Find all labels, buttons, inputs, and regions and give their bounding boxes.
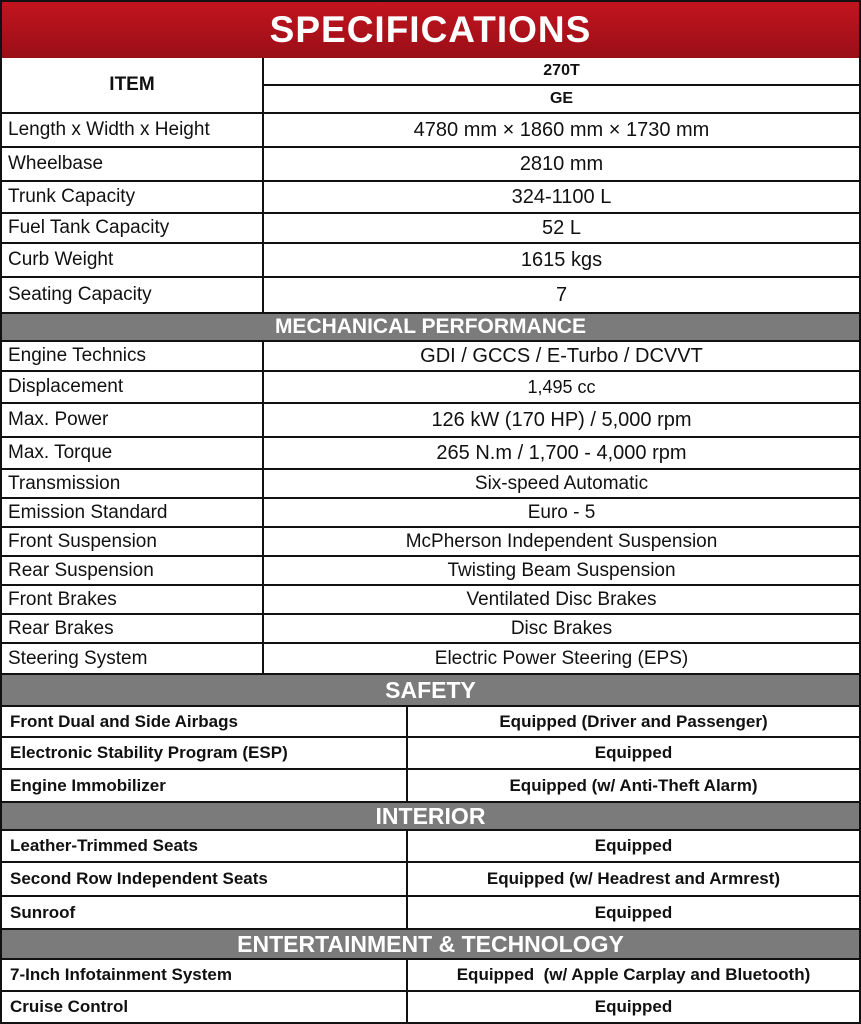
- table-row: [2, 342, 859, 372]
- table-row: [2, 438, 859, 470]
- row-label: Emission Standard: [2, 499, 264, 526]
- row-label: 7-Inch Infotainment System: [2, 960, 408, 990]
- row-value: 52 L: [542, 216, 581, 239]
- row-value: Equipped: [594, 902, 673, 922]
- row-value: Equipped: [594, 997, 673, 1016]
- table-row: [2, 738, 859, 770]
- row-label: Max. Power: [2, 404, 264, 436]
- row-label: Steering System: [2, 644, 264, 673]
- row-label: Front Suspension: [2, 528, 264, 555]
- table-row: [2, 470, 859, 499]
- row-value: Equipped (w/ Apple Carplay and Bluetooth): [456, 965, 811, 984]
- row-label: Front Brakes: [2, 586, 264, 613]
- table-row: [2, 992, 859, 1022]
- row-label: Length x Width x Height: [2, 114, 264, 146]
- page-title: SPECIFICATIONS: [2, 2, 859, 58]
- row-label: Sunroof: [2, 897, 408, 928]
- row-value: 1615 kgs: [520, 248, 603, 271]
- table-row: [2, 644, 859, 673]
- row-label: Rear Brakes: [2, 615, 264, 642]
- table-row: [2, 499, 859, 528]
- row-value: Electric Power Steering (EPS): [434, 647, 689, 669]
- row-label: Cruise Control: [2, 992, 408, 1022]
- row-value: Disc Brakes: [510, 617, 613, 639]
- row-value: Euro - 5: [527, 501, 596, 523]
- row-value: 4780 mm × 1860 mm × 1730 mm: [413, 118, 710, 141]
- table-row: [2, 863, 859, 897]
- row-value: McPherson Independent Suspension: [405, 530, 718, 552]
- row-value: Six-speed Automatic: [474, 472, 649, 494]
- table-row: [2, 960, 859, 992]
- row-label: Curb Weight: [2, 244, 264, 276]
- row-value: Equipped (w/ Headrest and Armrest): [486, 869, 781, 888]
- row-value: 265 N.m / 1,700 - 4,000 rpm: [436, 441, 687, 464]
- table-row: [2, 244, 859, 278]
- row-label: Engine Technics: [2, 342, 264, 370]
- row-label: Front Dual and Side Airbags: [2, 707, 408, 736]
- row-value: GDI / GCCS / E-Turbo / DCVVT: [420, 344, 703, 367]
- table-row: [2, 182, 859, 214]
- row-value: Twisting Beam Suspension: [447, 559, 676, 581]
- item-header: ITEM: [2, 58, 264, 114]
- section-heading-entertainment: ENTERTAINMENT & TECHNOLOGY: [2, 928, 859, 960]
- row-label: Second Row Independent Seats: [2, 863, 408, 895]
- table-row: [2, 586, 859, 615]
- row-label: Transmission: [2, 470, 264, 497]
- row-value: 7: [555, 283, 568, 306]
- table-row: [2, 214, 859, 244]
- row-label: Engine Immobilizer: [2, 770, 408, 801]
- trim-header: GE: [264, 86, 859, 114]
- table-row: [2, 528, 859, 557]
- table-row: [2, 897, 859, 928]
- table-row: [2, 831, 859, 863]
- table-row: [2, 372, 859, 404]
- row-value: Equipped: [594, 743, 673, 762]
- row-value: 126 kW (170 HP) / 5,000 rpm: [431, 408, 692, 431]
- table-row: [2, 278, 859, 312]
- row-value: Equipped (Driver and Passenger): [499, 711, 768, 731]
- table-row: [2, 557, 859, 586]
- row-value: 1,495 cc: [527, 376, 596, 397]
- row-value: Equipped: [594, 836, 673, 855]
- section-heading-interior: INTERIOR: [2, 801, 859, 831]
- table-row: [2, 615, 859, 644]
- table-row: [2, 148, 859, 182]
- table-row: [2, 770, 859, 801]
- row-label: Leather-Trimmed Seats: [2, 831, 408, 861]
- row-label: Electronic Stability Program (ESP): [2, 738, 408, 768]
- row-label: Fuel Tank Capacity: [2, 214, 264, 242]
- section-heading-mechanical: MECHANICAL PERFORMANCE: [2, 312, 859, 342]
- row-label: Displacement: [2, 372, 264, 402]
- row-label: Trunk Capacity: [2, 182, 264, 212]
- section-heading-safety: SAFETY: [2, 673, 859, 707]
- model-header: 270T: [264, 58, 859, 86]
- row-value: 2810 mm: [519, 152, 604, 175]
- row-label: Wheelbase: [2, 148, 264, 180]
- table-row: [2, 707, 859, 738]
- row-value: Ventilated Disc Brakes: [466, 588, 657, 610]
- row-value: 324-1100 L: [511, 185, 612, 208]
- row-label: Seating Capacity: [2, 278, 264, 312]
- table-row: [2, 114, 859, 148]
- row-label: Rear Suspension: [2, 557, 264, 584]
- table-row: [2, 404, 859, 438]
- row-label: Max. Torque: [2, 438, 264, 468]
- row-value: Equipped (w/ Anti-Theft Alarm): [509, 775, 758, 795]
